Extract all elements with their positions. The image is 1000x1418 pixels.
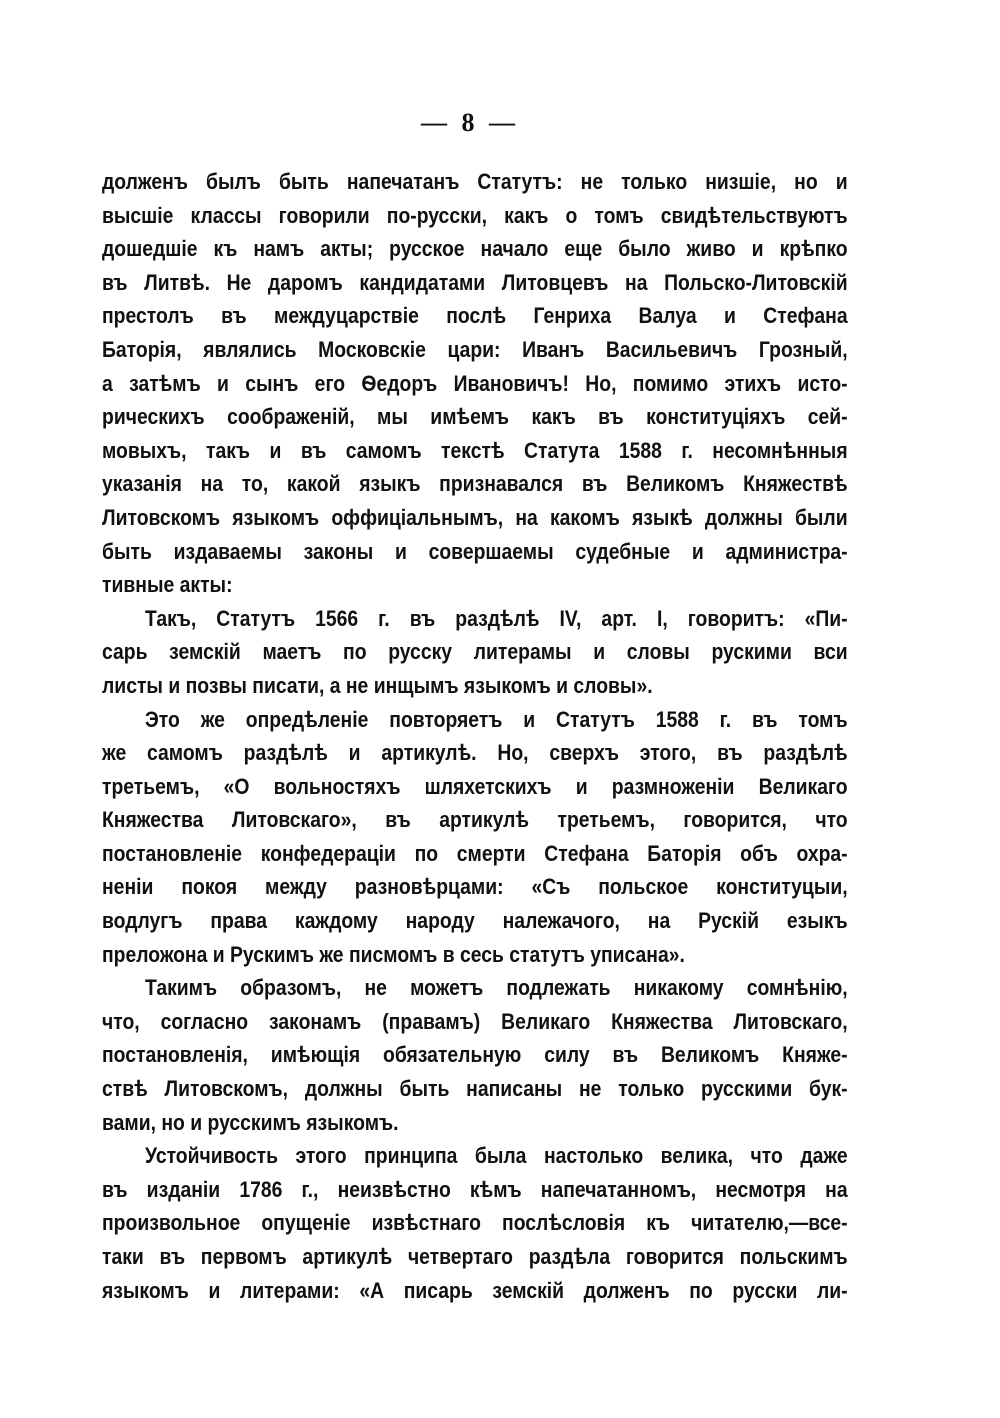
text-line: Княжества Литовскаго», въ артикулѣ третьемъ, говорится, что: [102, 807, 848, 833]
text-line: Такъ, Статутъ 1566 г. въ раздѣлѣ IV, арт. I, говоритъ: «Пи-: [145, 605, 848, 631]
text-line: престолъ въ междуцарствіе послѣ Генриха Валуа и Стефана: [102, 303, 848, 329]
text-line: вами, но и русскимъ языкомъ.: [102, 1109, 399, 1135]
text-line: водлугъ права каждому народу належачого, на Рускій езыкъ: [102, 908, 848, 934]
text-line: же самомъ раздѣлѣ и артикулѣ. Но, сверхъ этого, въ раздѣлѣ: [102, 740, 848, 766]
text-line: что, согласно законамъ (правамъ) Великаго Княжества Литовскаго,: [102, 1008, 848, 1034]
text-line: Литовскомъ языкомъ оффиціальнымъ, на какомъ языкѣ должны были: [102, 504, 848, 530]
text-line: ствѣ Литовскомъ, должны быть написаны не только русскими бук-: [102, 1076, 848, 1102]
text-line: постановленіе конфедераціи по смерти Стефана Баторія объ охра-: [102, 840, 848, 866]
text-line: преложона и Рускимъ же писмомъ в сесь статутъ уписана».: [102, 941, 685, 967]
text-line: Такимъ образомъ, не можетъ подлежать никакому сомнѣнію,: [145, 975, 848, 1001]
text-line: произвольное опущеніе извѣстнаго послѣсловія къ читателю,—все-: [102, 1210, 848, 1236]
text-line: тивные акты:: [102, 572, 233, 598]
text-line: мовыхъ, такъ и въ самомъ текстѣ Статута 1588 г. несомнѣнныя: [102, 437, 848, 463]
text-line: долженъ былъ быть напечатанъ Статутъ: не только низшіе, но и: [102, 169, 848, 194]
text-line: дошедшіе къ намъ акты; русское начало еще было живо и крѣпко: [102, 236, 848, 262]
text-line: Это же опредѣленіе повторяетъ и Статутъ 1588 г. въ томъ: [145, 706, 848, 732]
text-line: указанія на то, какой языкъ признавался въ Великомъ Княжествѣ: [102, 471, 848, 497]
text-line: Баторія, являлись Московскіе цари: Иванъ Васильевичъ Грозный,: [102, 336, 848, 362]
text-line: сарь земскій маетъ по русску литерамы и словы рускими вси: [102, 639, 848, 665]
text-line: быть издаваемы законы и совершаемы судебные и администра-: [102, 538, 848, 564]
text-line: а затѣмъ и сынъ его Ѳедоръ Ивановичъ! Но, помимо этихъ исто-: [102, 370, 848, 396]
text-line: языкомъ и литерами: «А писарь земскій долженъ по русски ли-: [102, 1277, 848, 1303]
text-line: постановленія, имѣющія обязательную силу въ Великомъ Княже-: [102, 1042, 848, 1068]
text-line: въ изданіи 1786 г., неизвѣстно кѣмъ напечатанномъ, несмотря на: [102, 1176, 848, 1202]
text-line: въ Литвѣ. Не даромъ кандидатами Литовцевъ на Польско-Литовскій: [102, 269, 848, 295]
text-line: рическихъ соображеній, мы имѣемъ какъ въ конституціяхъ сей-: [102, 404, 848, 430]
text-line: третьемъ, «О вольностяхъ шляхетскихъ и размноженіи Великаго: [102, 773, 848, 799]
text-line: высшіе классы говорили по-русски, какъ о томъ свидѣтельствуютъ: [102, 202, 848, 228]
page-number: — 8 —: [421, 108, 519, 137]
text-line: листы и позвы писати, а не инщымъ языкомъ и словы».: [102, 672, 653, 698]
text-line: неніи покоя между разновѣрцами: «Съ польское конституцыи,: [102, 874, 848, 900]
text-line: Устойчивость этого принципа была настолько велика, что даже: [145, 1143, 848, 1169]
body-text: [102, 165, 848, 1307]
text-line: таки въ первомъ артикулѣ четвертаго раздѣла говорится польскимъ: [102, 1244, 848, 1269]
